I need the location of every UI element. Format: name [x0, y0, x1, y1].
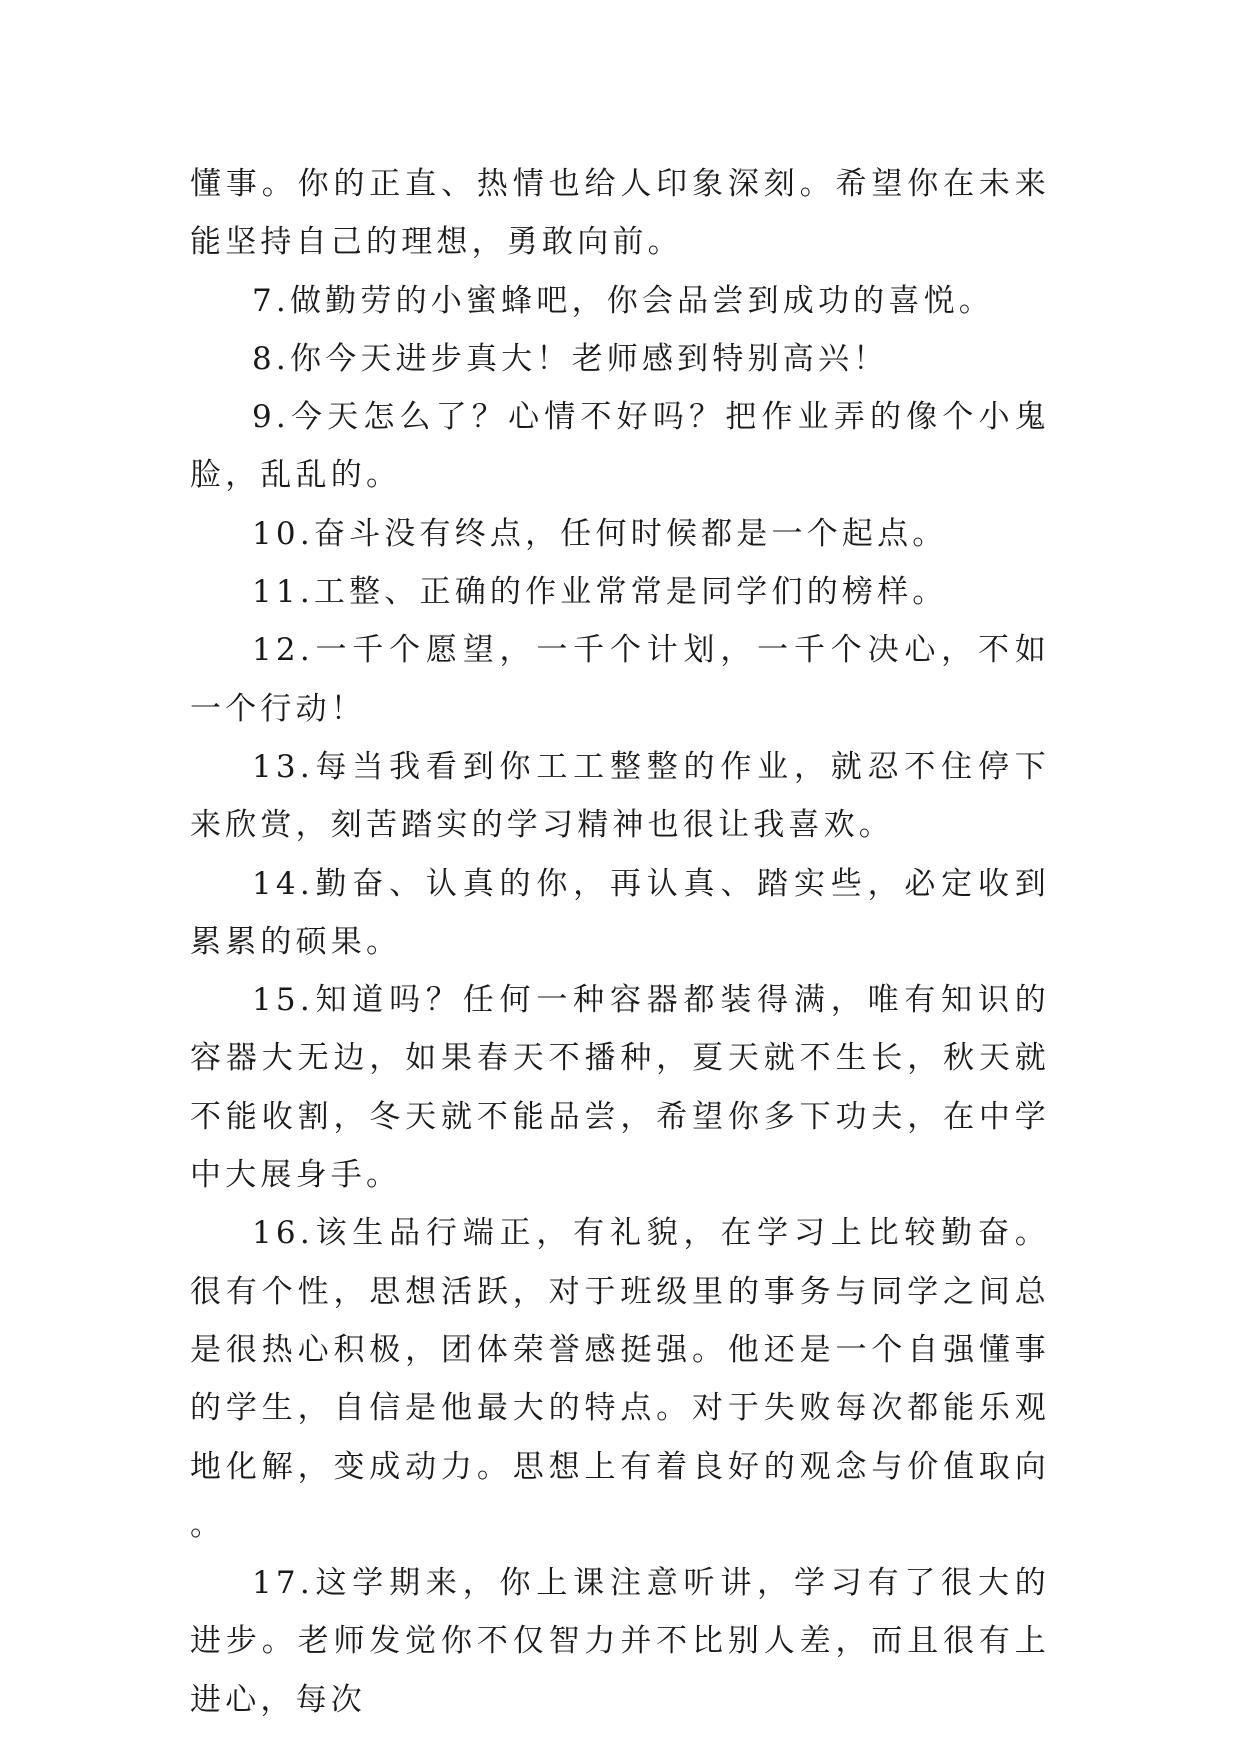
- paragraph-4: 9.今天怎么了？心情不好吗？把作业弄的像个小鬼脸，乱乱的。: [190, 399, 1050, 494]
- paragraph-12: 17.这学期来，你上课注意听讲，学习有了很大的进步。老师发觉你不仅智力并不比别人差，而且很有上进心，每次: [190, 1565, 1050, 1718]
- paragraph-3: 8.你今天进步真大！老师感到特别高兴！: [252, 340, 889, 377]
- paragraph-5: 10.奋斗没有终点，任何时候都是一个起点。: [252, 515, 948, 552]
- paragraph-11: 16.该生品行端正，有礼貌，在学习上比较勤奋。很有个性，思想活跃，对于班级里的事务与同学之间总是很热心积极，团体荣誉感挺强。他还是一个自强懂事的学生，自信是他最大的特点。对于失败每次都能乐观地化解，变成动力。思想上有着良好的观念与价值取向。: [190, 1215, 1050, 1543]
- paragraph-10: 15.知道吗？任何一种容器都装得满，唯有知识的容器大无边，如果春天不播种，夏天就不生长，秋天就不能收割，冬天就不能品尝，希望你多下功夫，在中学中大展身手。: [190, 982, 1050, 1194]
- paragraph-6: 11.工整、正确的作业常常是同学们的榜样。: [252, 574, 948, 611]
- paragraph-9: 14.勤奋、认真的你，再认真、踏实些，必定收到累累的硕果。: [190, 865, 1050, 960]
- paragraph-7: 12.一千个愿望，一千个计划，一千个决心，不如一个行动！: [190, 632, 1050, 727]
- paragraph-8: 13.每当我看到你工工整整的作业，就忍不住停下来欣赏，刻苦踏实的学习精神也很让我喜欢。: [190, 748, 1050, 844]
- document-body: [190, 155, 1050, 1729]
- paragraph-1: 懂事。你的正直、热情也给人印象深刻。希望你在未来能坚持自己的理想，勇敢向前。: [190, 166, 1050, 261]
- paragraph-2: 7.做勤劳的小蜜蜂吧，你会品尝到成功的喜悦。: [252, 282, 994, 319]
